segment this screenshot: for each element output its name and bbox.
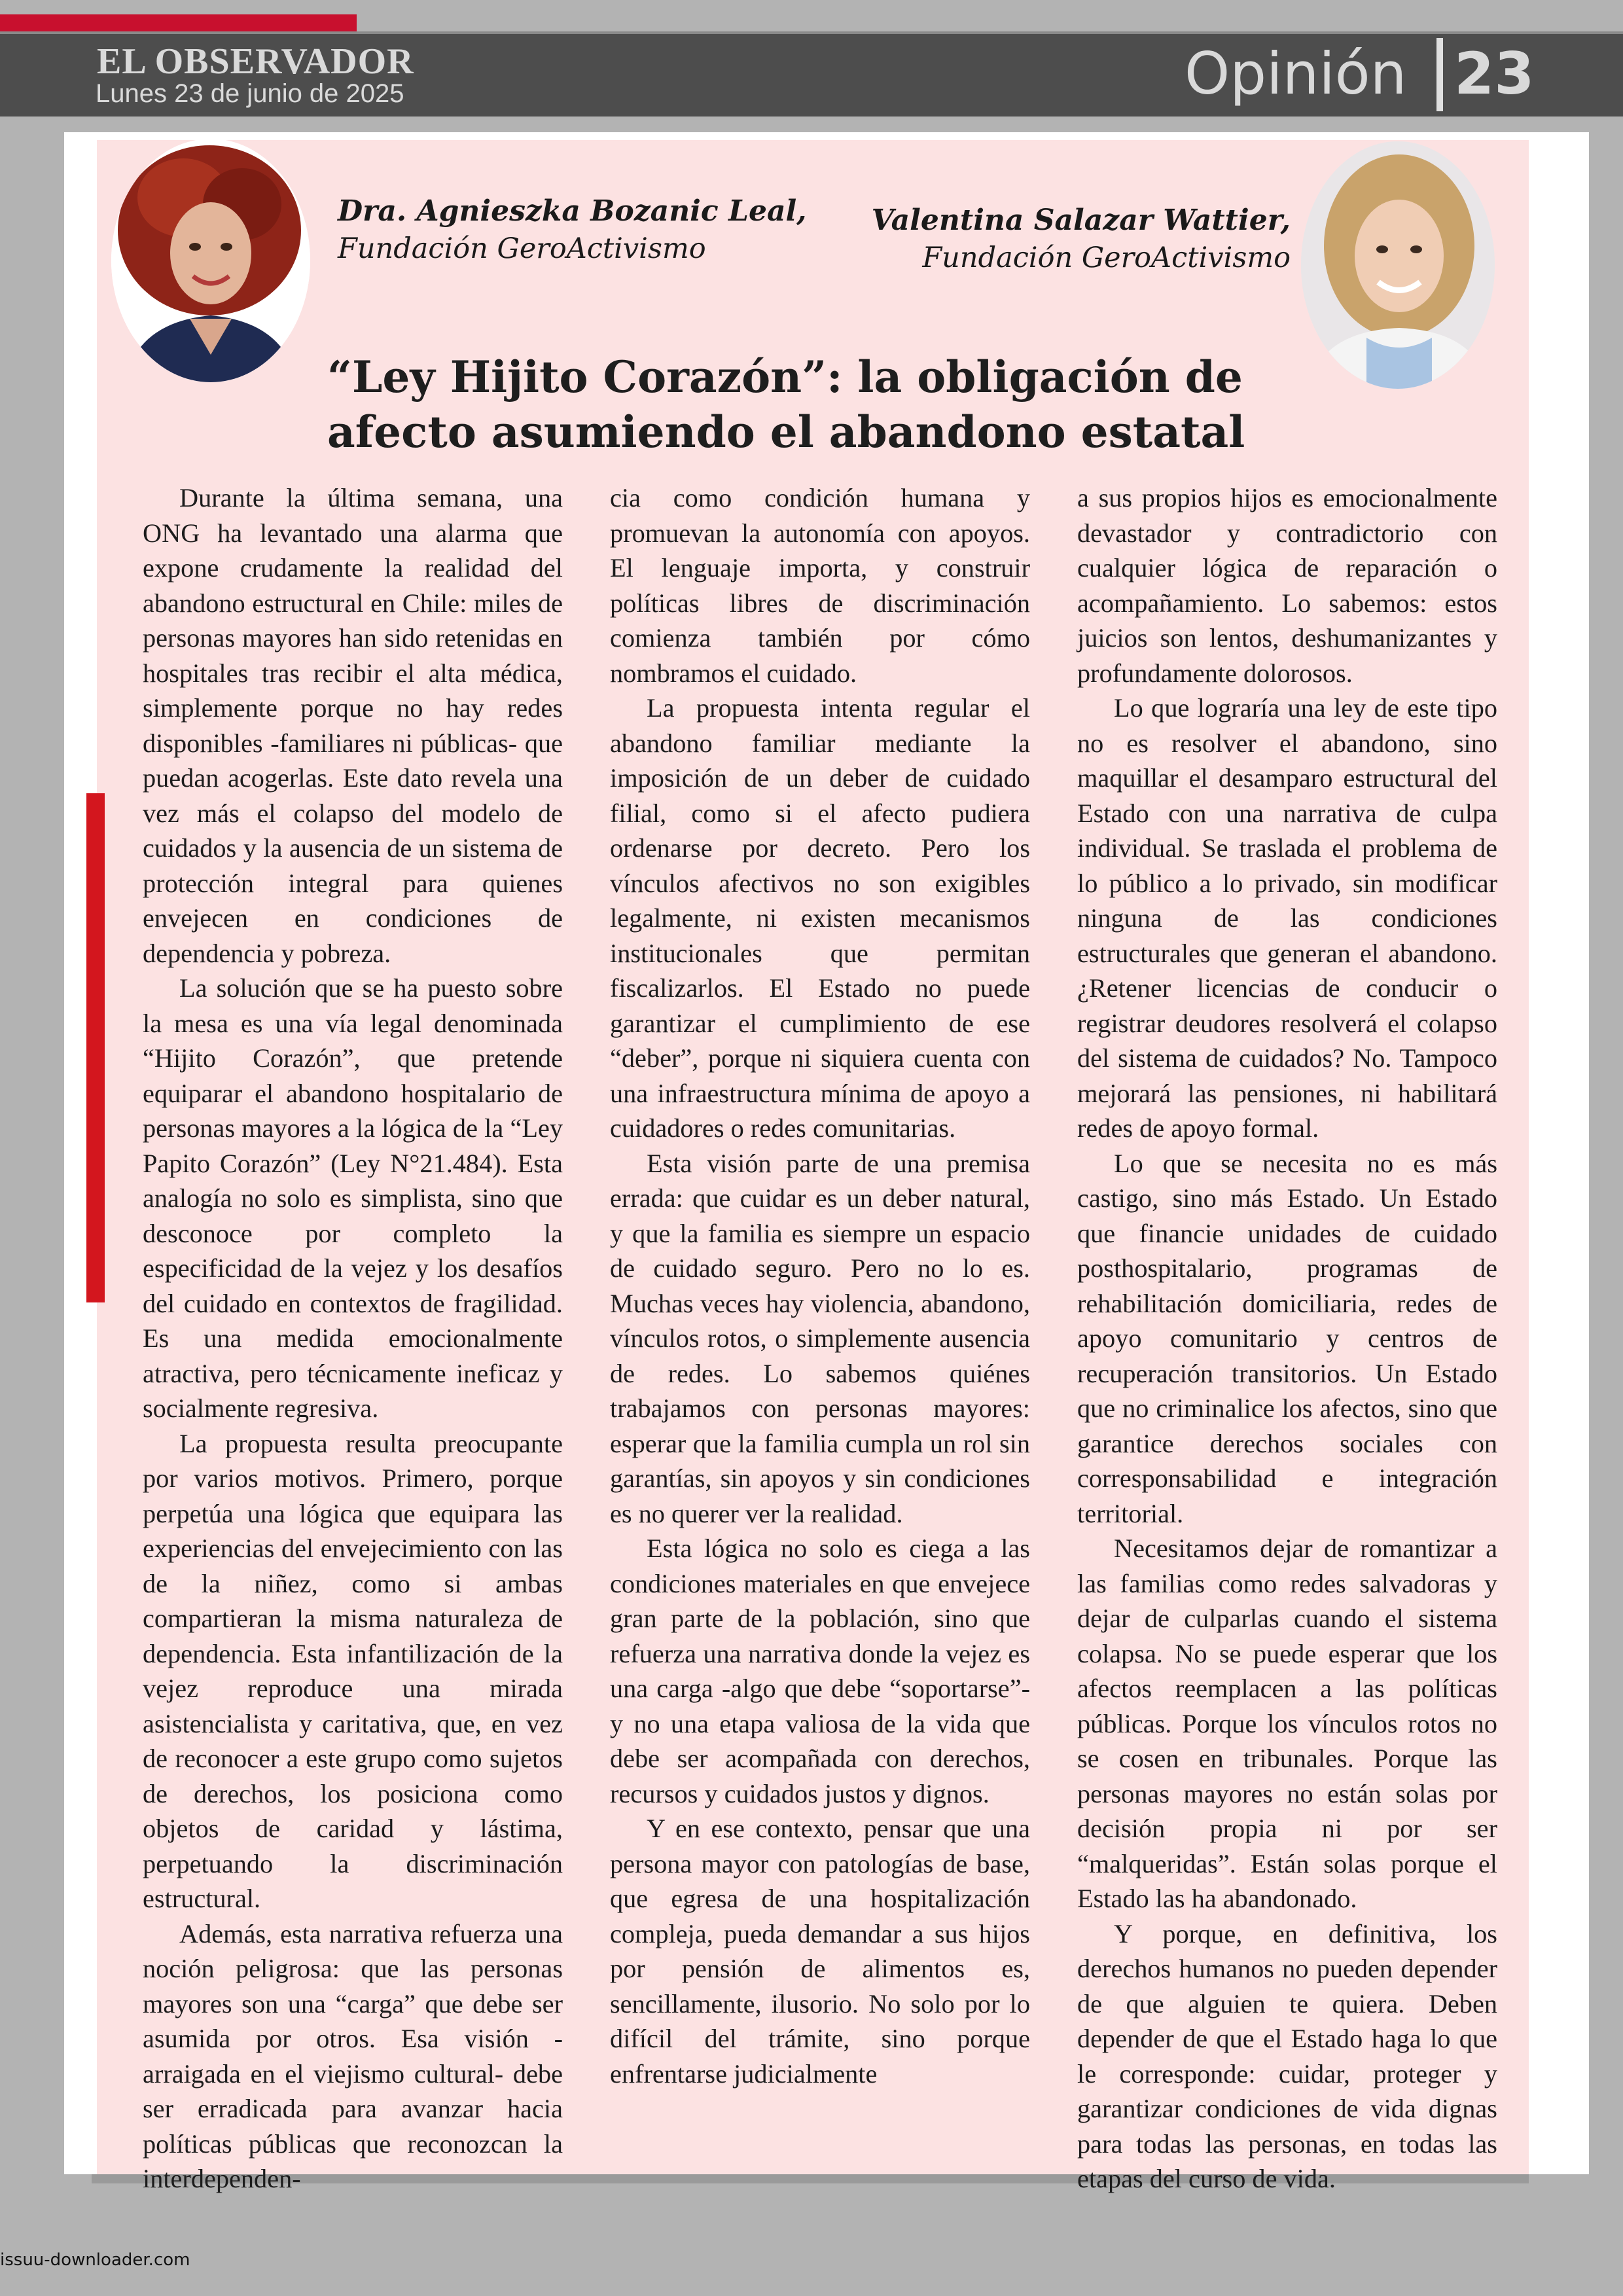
author-photo-right [1301,141,1495,389]
paragraph: La propuesta intenta regular el abandono familiar mediante la imposición de un deber de cuidado filial, como si el afecto pudiera ordenarse por decreto. Pero los vínculos afectivos no son exigibles legalmente, ni existen mecanismos institucionales que permitan fiscalizarlos. El Estado no puede garantizar el cumplimiento de ese “deber”, porque ni siquiera cuenta con una infraestructura mínima de apoyo a cuidadores o redes comunitarias. [610,693,1030,1143]
author-left [338,192,806,267]
paragraph: La propuesta resulta preocupante por varios motivos. Primero, porque perpetúa una lógica que equipara las experiencias del envejecimiento con las de la niñez, como si ambas compartieran la misma naturaleza de dependencia. Esta infantilización de la vejez reproduce una mirada asistencialista y caritativa, que, en vez de reconocer a este grupo como sujetos de derechos, los posiciona como objetos de caridad y lástima, perpetuando la discriminación estructural. [143,1428,563,1913]
paragraph: La solución que se ha puesto sobre la mesa es una vía legal denominada “Hijito Corazón”, que pretende equiparar el abandono hospitalario de personas mayores a la lógica de la “Ley Papito Corazón” (Ley N°21.484). Esta analogía no solo es simplista, sino que desconoce por completo la especificidad de la vejez y los desafíos del cuidado en contextos de fragilidad. Es una medida emocionalmente atractiva, pero técnicamente ineficaz y socialmente regresiva. [143,973,563,1423]
page-header [0,31,1623,117]
paragraph: Además, esta narrativa refuerza una noción peligrosa: que las personas mayores son una “carga” que debe ser asumida por otros. Esa visión -arraigada en el viejismo cultural- debe ser erradicada para avanzar hacia políticas públicas que reconozcan la interdependen- [143,1918,563,2193]
section-name: Opinión [1185,40,1407,107]
paragraph: Necesitamos dejar de romantizar a las familias como redes salvadoras y dejar de culparlas cuando el sistema colapsa. No se puede esperar que los afectos reemplacen a las políticas públicas. Porque los vínculos rotos no se cosen en tribunales. Porque las personas mayores no están solas por decisión propia ni por ser “malqueridas”. Están solas porque el Estado las ha abandonado. [1077,1534,1497,1913]
author-right [872,202,1291,276]
paragraph: Lo que se necesita no es más castigo, sino más Estado. Un Estado que financie unidades de cuidado posthospitalario, programas de rehabilitación domiciliaria, redes de apoyo comunitario y centros de recuperación transitorios. Un Estado que no criminalice los afectos, sino que garantice derechos sociales con corresponsabilidad e integración territorial. [1077,1148,1497,1528]
header-accent-strip [0,14,357,31]
paragraph: Lo que lograría una ley de este tipo no es resolver el abandono, sino maquillar el desamparo estructural del Estado con una narrativa de culpa individual. Se traslada el problema de lo público a lo privado, sin modificar ninguna de las condiciones estructurales que generan el abandono. ¿Retener licencias de conducir o registrar deudores resolverá el colapso del sistema de cuidados? No. Tampoco mejorará las pensiones, ni habilitará redes de apoyo formal. [1077,693,1497,1143]
text-column-2 [610,480,1030,2197]
header-divider [1436,38,1443,111]
paragraph: Y porque, en definitiva, los derechos humanos no pueden depender de que alguien te quiera. Deben depender de que el Estado haga lo que le corresponde: cuidar, proteger y garantizar condiciones de vida dignas para todas las personas, en todas las etapas del curso de vida. [1077,1918,1497,2193]
page-number: 23 [1454,40,1535,107]
author-organization: Fundación GeroActivismo [338,232,706,265]
article-headline: “Ley Hijito Corazón”: la obligación de afecto asumiendo el abandono estatal [327,351,1245,457]
text-column-3 [1077,480,1497,2197]
author-organization: Fundación GeroActivismo [922,242,1291,274]
text-column-1 [143,480,563,2197]
paragraph: Esta visión parte de una premisa errada: que cuidar es un deber natural, y que la familia es siempre un espacio de cuidado seguro. Pero no lo es. Muchas veces hay violencia, abandono, vínculos rotos, o simplemente ausencia de redes. Lo sabemos quiénes trabajamos con personas mayores: esperar que la familia cumpla un rol sin garantías, sin apoyos y sin condiciones es no querer ver la realidad. [610,1148,1030,1528]
article-body [143,480,1497,2197]
paragraph: Y en ese contexto, pensar que una persona mayor con patologías de base, que egresa de una hospitalización compleja, pueda demandar a sus hijos por pensión de alimentos es, sencillamente, ilusorio. No solo por lo difícil del trámite, sino porque enfrentarse judicialmente [610,1814,1030,2089]
paragraph: Esta lógica no solo es ciega a las condiciones materiales en que envejece gran parte de la población, sino que refuerza una narrativa donde la vejez es una carga -algo que debe “soportarse”- y no una etapa valiosa de la vida que debe ser acompañada con derechos, recursos y cuidados justos y dignos. [610,1534,1030,1808]
masthead: EL OBSERVADOR [97,41,414,82]
side-accent-bar [86,793,105,1302]
author-name: Dra. Agnieszka Bozanic Leal, [338,194,807,228]
author-name: Valentina Salazar Wattier, [871,204,1291,237]
issue-date: Lunes 23 de junio de 2025 [96,79,404,108]
author-photo-left [111,139,310,382]
paragraph: a sus propios hijos es emocionalmente devastador y contradictorio con cualquier lógica de reparación o acompañamiento. Lo sabemos: estos juicios son lentos, deshumanizantes y profundamente dolorosos. [1077,483,1497,688]
paragraph: Durante la última semana, una ONG ha levantado una alarma que expone crudamente la realidad del abandono estructural en Chile: miles de personas mayores han sido retenidas en hospitales tras recibir el alta médica, simplemente porque no hay redes disponibles -familiares ni públicas- que puedan acogerlas. Este dato revela una vez más el colapso del modelo de cuidados y la ausencia de un sistema de protección integral para quienes envejecen en condiciones de dependencia y pobreza. [143,483,563,968]
paragraph: cia como condición humana y promuevan la autonomía con apoyos. El lenguaje importa, y construir políticas libres de discriminación comienza también por cómo nombramos el cuidado. [610,483,1030,688]
footer-credit: issuu-downloader.com [0,2250,190,2270]
